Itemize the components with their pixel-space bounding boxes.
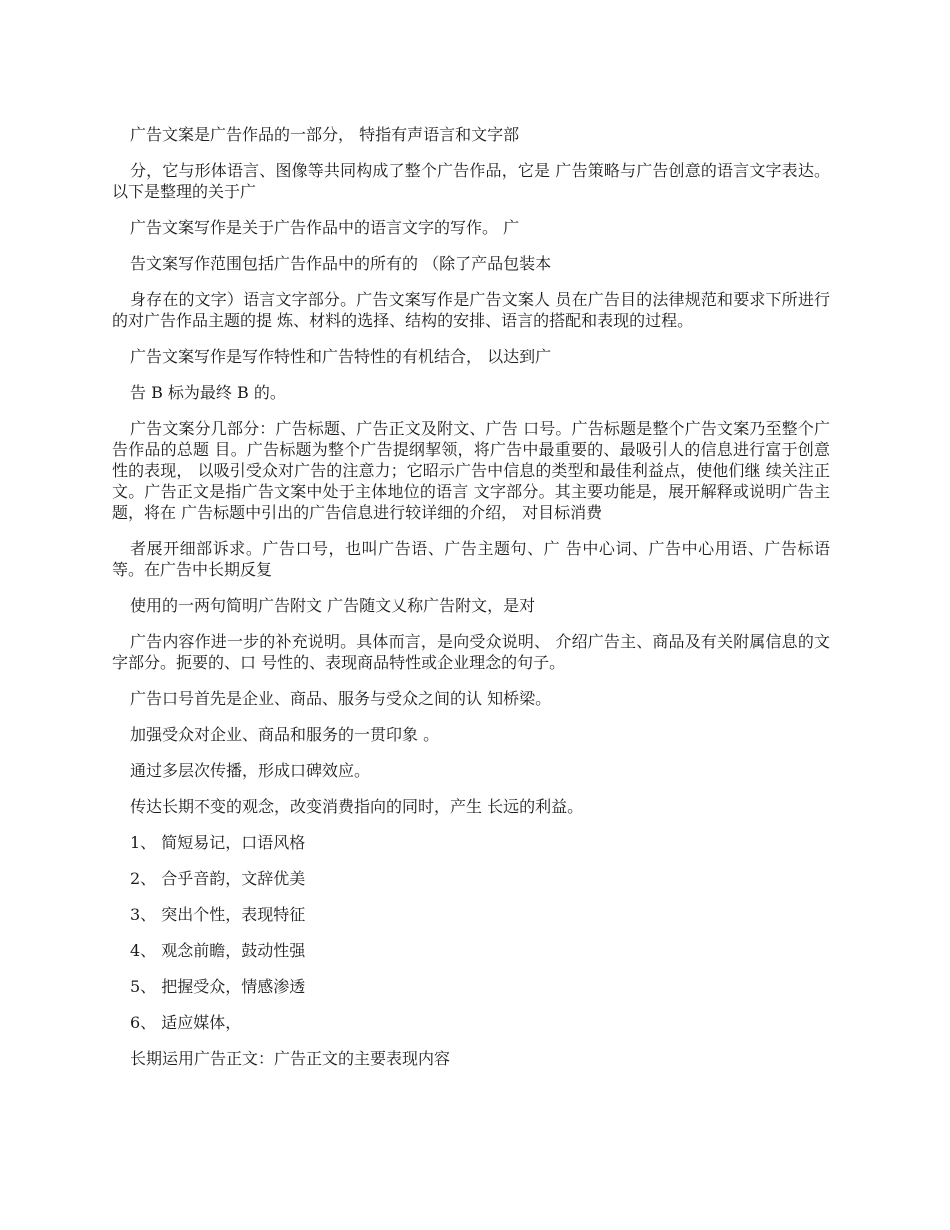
paragraph: 加强受众对企业、商品和服务的一贯印象 。 — [130, 725, 440, 744]
paragraph: 长期运用广告正文：广告正文的主要表现内容 — [130, 1049, 451, 1068]
list-item: 4、 观念前瞻，鼓动性强 — [130, 941, 306, 960]
list-item: 5、 把握受众，情感渗透 — [130, 977, 306, 996]
paragraph: 分，它与形体语言、图像等共同构成了整个广告作品，它是 广告策略与广告创意的语言文字表达。 以下是整理的关于广 — [112, 161, 830, 201]
list-item: 6、 适应媒体， — [130, 1013, 242, 1032]
paragraph: 者展开细部诉求。广告口号，也叫广告语、广告主题句、广 告中心词、广告中心用语、广告标语等。在广告中长期反复 — [112, 539, 830, 579]
paragraph: 传达长期不变的观念，改变消费指向的同时，产生 长远的利益。 — [130, 797, 584, 816]
paragraph: 广告文案是广告作品的一部分， 特指有声语言和文字部 — [130, 125, 520, 144]
paragraph: 广告文案写作是写作特性和广告特性的有机结合， 以达到广 — [130, 347, 552, 366]
paragraph: 身存在的文字）语言文字部分。广告文案写作是广告文案人 员在广告目的法律规范和要求下所进行的对广告作品主题的提 炼、材料的选择、结构的安排、语言的搭配和表现的过程。 — [112, 290, 830, 330]
document-body — [112, 124, 830, 1084]
paragraph: 广告文案写作是关于广告作品中的语言文字的写作。 广 — [130, 218, 520, 237]
list-item: 1、 简短易记，口语风格 — [130, 833, 306, 852]
paragraph: 广告口号首先是企业、商品、服务与受众之间的认 知桥梁。 — [130, 689, 552, 708]
list-item: 2、 合乎音韵，文辞优美 — [130, 869, 306, 888]
paragraph: 广告内容作进一步的补充说明。具体而言，是向受众说明、 介绍广告主、商品及有关附属信息的文字部分。扼要的、口 号性的、表现商品特性或企业理念的句子。 — [112, 632, 830, 672]
paragraph: 广告文案分几部分：广告标题、广告正文及附文、广告 口号。广告标题是整个广告文案乃至整个广告作品的总题 目。广告标题为整个广告提纲挈领，将广告中最重要的、最吸引人的信息进行富于创意性的表现， 以吸引受众对广告的注意力；它昭示广告中信息的类型和最佳利益点，使他们继 续关注正文。广告正文是指广告文案中处于主体地位的语言 文字部分。其主要功能是，展开解释或说明广告主题，将在 广告标题中引出的广告信息进行较详细的介绍， 对目标消费 — [112, 419, 830, 522]
list-item: 3、 突出个性，表现特征 — [130, 905, 306, 924]
paragraph: 使用的一两句简明广告附文 广告随文乂称广告附文，是对 — [130, 596, 536, 615]
paragraph: 告文案写作范围包括广告作品中的所有的 （除了产品包装本 — [130, 254, 552, 273]
paragraph: 告 B 标为最终 B 的。 — [130, 383, 286, 402]
paragraph: 通过多层次传播，形成口碑效应。 — [130, 761, 371, 780]
